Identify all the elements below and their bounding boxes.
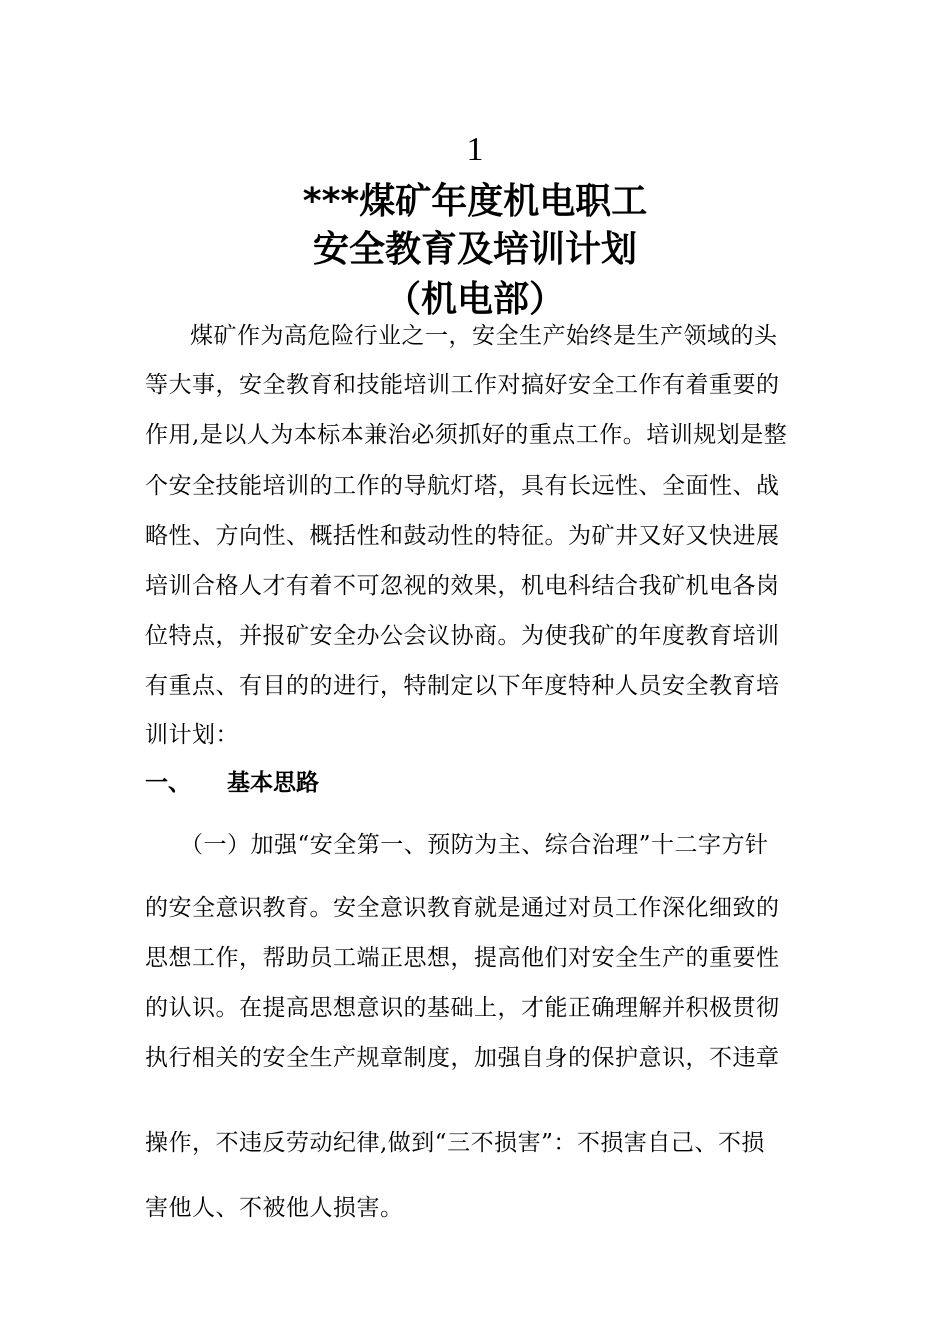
- section-line: 执行相关的安全生产规章制度，加强自身的保护意识，不违章: [145, 1045, 780, 1071]
- intro-line: 个安全技能培训的工作的导航灯塔，具有长远性、全面性、战: [145, 473, 780, 499]
- section-line: 操作，不违反劳动纪律,做到“三不损害”：不损害自己、不损: [145, 1130, 765, 1156]
- document-title-line-2: 安全教育及培训计划: [312, 229, 637, 270]
- section-line: 害他人、不被他人损害。: [145, 1195, 404, 1221]
- intro-line: 作用,是以人为本标本兼治必须抓好的重点工作。培训规划是整: [145, 422, 788, 448]
- section-heading: [145, 768, 319, 798]
- intro-line: 有重点、有目的的进行，特制定以下年度特种人员安全教育培: [145, 673, 780, 699]
- section-line: 思想工作，帮助员工端正思想，提高他们对安全生产的重要性: [145, 945, 780, 971]
- section-number: 一、: [145, 770, 191, 796]
- section-title: 基本思路: [227, 770, 319, 796]
- intro-line: 培训合格人才有着不可忽视的效果，机电科结合我矿机电各岗: [145, 573, 780, 599]
- intro-line: 等大事，安全教育和技能培训工作对搞好安全工作有着重要的: [145, 372, 780, 398]
- section-line: 的认识。在提高思想意识的基础上，才能正确理解并积极贯彻: [145, 995, 780, 1021]
- document-title-department: （机电部）: [384, 279, 565, 320]
- section-line: （一）加强“安全第一、预防为主、综合治理”十二字方针: [180, 832, 769, 858]
- page-number: 1: [466, 131, 484, 168]
- intro-line: 位特点，并报矿安全办公会议协商。为使我矿的年度教育培训: [145, 623, 780, 649]
- intro-line: 煤矿作为高危险行业之一，安全生产始终是生产领域的头: [190, 323, 778, 349]
- intro-line: 略性、方向性、概括性和鼓动性的特征。为矿井又好又快进展: [145, 523, 780, 549]
- section-line: 的安全意识教育。安全意识教育就是通过对员工作深化细致的: [145, 895, 780, 921]
- intro-line: 训计划：: [145, 722, 239, 748]
- document-title-line-1: ***煤矿年度机电职工: [302, 181, 648, 222]
